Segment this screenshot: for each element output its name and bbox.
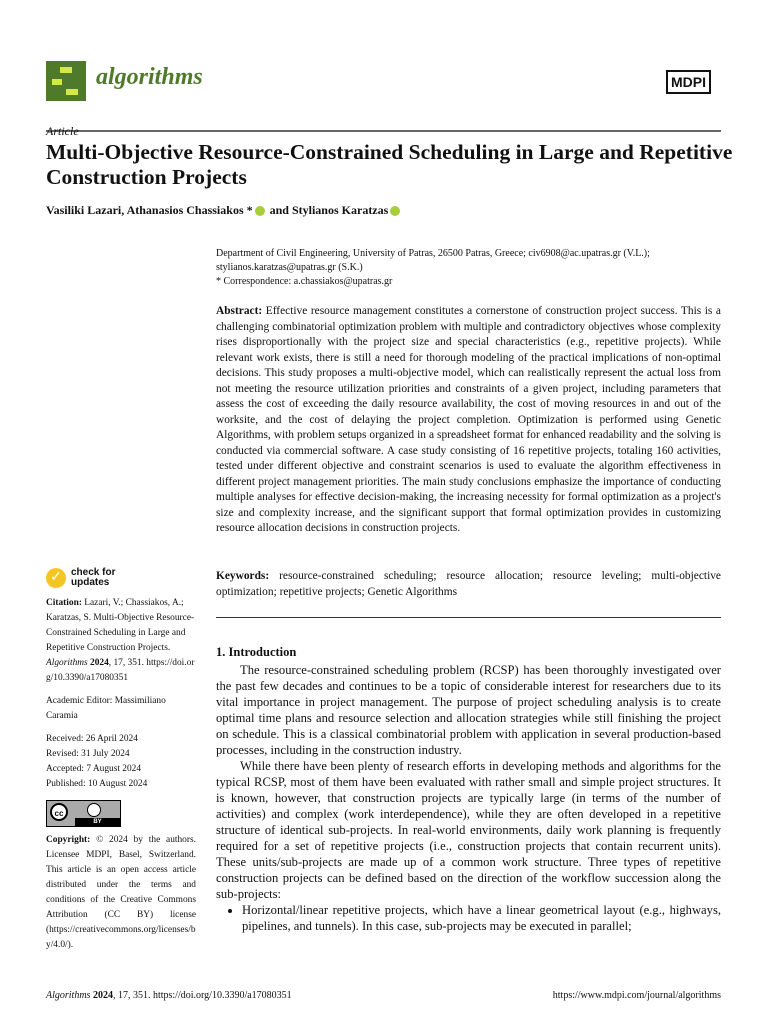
footer-journal: Algorithms [46, 990, 91, 1001]
academic-editor: Academic Editor: Massimiliano Caramia [46, 696, 166, 721]
paper-title: Multi-Objective Resource-Constrained Scheduling in Large and Repetitive Construction Projects [46, 140, 733, 189]
published-date: Published: 10 August 2024 [46, 779, 148, 789]
introduction [216, 644, 721, 934]
paragraph: While there have been plenty of research efforts in developing methods and algorithms for the typical RCSP, most of them have been evaluated with rather small and simple project structures. It is known, however, that construction projects are typically large (in terms of the number of activities) and complex (work interdependence), while they are often developed in a repetitive structure of identical sub-projects. In real-world environments, daily work planning is frequently required for a set of repetitive projects (i.e., construction projects that contain recurrent units). These units/sub-projects are made up of a common work structure. Three types of repetitive construction projects can be defined based on the direction of the workflow succession along the sub-projects: [216, 759, 721, 901]
footer-journal-url[interactable]: https://www.mdpi.com/journal/algorithms [552, 990, 721, 1001]
affiliations [216, 247, 736, 289]
paragraph: The resource-constrained scheduling problem (RCSP) has been thoroughly investigated over the past few decades and continues to be a topic of considerable interest for researchers due to its vital importance in project management. The purpose of project scheduling analysis is to create optimal time plans and resource selection and allocation strategies while still finishing the project on schedule. This is a classical combinatorial problem with application in several production-based processes, including in the construction industry. [216, 663, 721, 757]
accepted-date: Accepted: 7 August 2024 [46, 764, 142, 774]
orcid-icon[interactable] [390, 206, 400, 216]
citation-label: Citation: [46, 598, 82, 608]
footer-doi-link[interactable]: , 17, 351. https://doi.org/10.3390/a17080351 [112, 990, 292, 1001]
footer-year: 2024 [92, 990, 113, 1001]
bullet-item: • Horizontal/linear repetitive projects, which have a linear geometrical layout (e.g., highways, pipelines, and tunnels). In this case, sub-projects may be executed in parallel; [242, 902, 721, 934]
correspondence: * Correspondence: a.chassiakos@upatras.gr [216, 276, 393, 287]
copyright-text: © 2024 by the authors. Licensee MDPI, Basel, Switzerland. This article is an open access article distributed under the terms and conditions of the Creative Commons Attribution (CC BY) license (https://creativecommons.org/licenses/by/4.0/). [46, 835, 196, 950]
copyright [46, 833, 196, 953]
section-rule [216, 617, 721, 618]
citation [46, 596, 196, 686]
keywords-label: Keywords: [216, 570, 270, 582]
check-updates-button[interactable] [46, 568, 196, 588]
check-icon: ✓ [46, 568, 66, 588]
author-names: Vasiliki Lazari, Athanasios Chassiakos * [46, 203, 253, 217]
section-heading: 1. Introduction [216, 645, 297, 659]
citation-year: 2024 [90, 658, 109, 668]
abstract-text: Effective resource management constitutes a cornerstone of construction project success. This is a challenging combinatorial optimization problem with multiple and contradictory objectives whose complexity rises disproportionally with the project size and special characteristics (e.g., repetitive projects). While relevant work exists, there is still a need for thorough modeling of the practical implications of non-optimal decisions. This study proposes a multi-objective model, which can realistically represent the actual loss from not meeting the resource utilization priorities and constraints of a given project, including parameters that assess the cost of exceeding the daily resource availability, the cost of moving resources in and out of the worksite, and the cost of delaying the project completion. Optimization is performed using Genetic Algorithms, with problem setups organized in a spreadsheet format for enhanced readability and the solving is conducted via commercial software. A case study consisting of 16 repetitive projects, totaling 160 activities, tested under different objective and constraint scenarios is used to evaluate the algorithm effectiveness in different project management priorities. The main study conclusions emphasize the importance of conducting multiple analyses for effective decision-making, the increasing necessity for formal optimization as a project's size and complexity increase, and the significant support that formal optimization provides in customizing resource allocation decisions in construction projects. [216, 305, 721, 534]
footer-citation [46, 990, 292, 1001]
citation-doi-link[interactable]: https://doi.org/10.3390/a17080351 [46, 658, 195, 683]
citation-volume: , 17, 351. [108, 658, 144, 668]
received-date: Received: 26 April 2024 [46, 734, 138, 744]
by-label: BY [75, 818, 120, 826]
cc-icon: cc [50, 803, 68, 821]
keywords [216, 569, 721, 600]
copyright-label: Copyright: [46, 835, 91, 845]
revised-date: Revised: 31 July 2024 [46, 749, 130, 759]
person-icon [87, 803, 101, 817]
check-updates-label: check for updates [71, 567, 116, 588]
orcid-icon[interactable] [255, 206, 265, 216]
abstract-label: Abstract: [216, 305, 263, 317]
article-type: Article [46, 124, 79, 138]
author-name: and Stylianos Karatzas [269, 203, 389, 217]
publisher-logo: MDPI [666, 70, 711, 94]
authors [46, 203, 402, 218]
sidebar [46, 568, 196, 961]
journal-logo-icon [46, 61, 86, 101]
citation-text: Lazari, V.; Chassiakos, A.; Karatzas, S. Multi-Objective Resource-Constrained Scheduling in Large and Repetitive Construction Projects. [46, 598, 195, 653]
cc-by-license-badge[interactable] [46, 800, 121, 827]
journal-name: algorithms [96, 64, 203, 90]
affiliation: Department of Civil Engineering, University of Patras, 26500 Patras, Greece; civ6908@ac.upatras.gr (V.L.); stylianos.karatzas@upatras.gr (S.K.) [216, 248, 650, 273]
header-rule [46, 130, 721, 132]
keywords-text: resource-constrained scheduling; resource allocation; resource leveling; multi-objective optimization; repetitive projects; Genetic Algorithms [216, 570, 721, 598]
citation-journal: Algorithms [46, 658, 88, 668]
abstract [216, 304, 721, 537]
